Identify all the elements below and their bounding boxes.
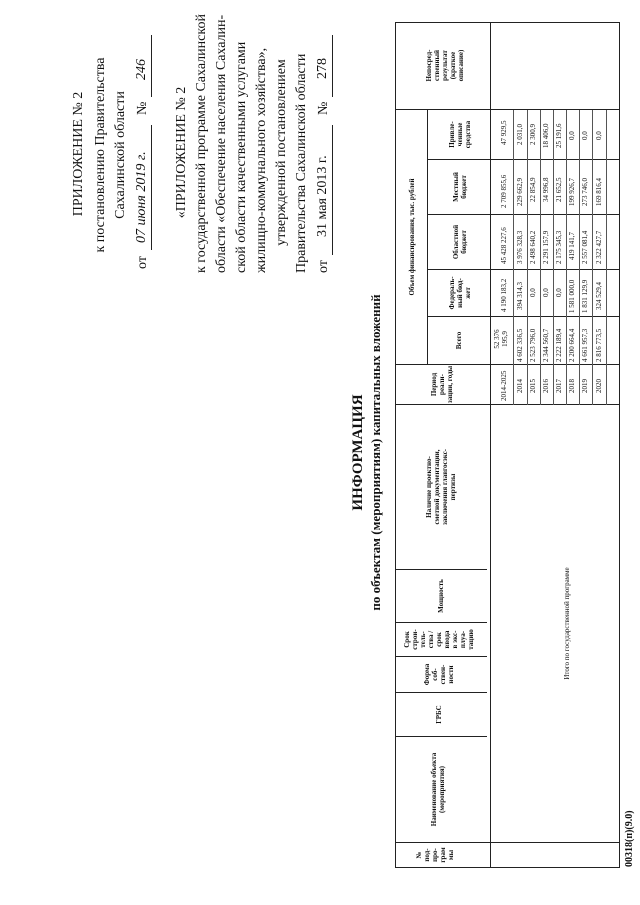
header-federal: Федераль- ный бюд- жет [448, 276, 472, 310]
document-title: ИНФОРМАЦИЯ [350, 394, 366, 511]
row-federal: 0,0 [529, 288, 537, 297]
quote-date-underline [332, 125, 333, 255]
header-project-docs: Наличие проектно- сметной документации, заключения главгосэкс- пертизы [425, 448, 457, 526]
appendix-from-label: от [135, 256, 150, 269]
row-total: 2 523 796,0 [529, 328, 537, 362]
header-local: Местный бюджет [452, 172, 468, 202]
row-period: 2017 [555, 379, 563, 393]
appendix-date: 07 июня 2019 г. [134, 151, 149, 243]
quote-line1: «ПРИЛОЖЕНИЕ № 2 [174, 86, 189, 219]
header-object-name: Наименование объекта (мероприятия) [430, 752, 446, 827]
quote-number: 278 [315, 58, 330, 79]
row-attracted: 2 031,0 [516, 124, 524, 145]
header-period: Период реали- зации, годы [430, 365, 454, 404]
row-total: 4 661 957,3 [581, 328, 589, 362]
row-period: 2014-2025 [500, 370, 508, 401]
row-federal: 1 581 000,0 [568, 279, 576, 313]
header-funding-volume: Объем финансирования, тыс. рублей [408, 178, 416, 296]
quote-line5: жилищно-коммунального хозяйства», [254, 47, 269, 273]
row-federal: 0,0 [555, 288, 563, 297]
row-period: 2018 [568, 379, 576, 393]
header-capacity: Мощность [437, 579, 445, 613]
quote-line6: утвержденной постановлением [274, 59, 289, 246]
row-period: 2019 [581, 379, 589, 393]
quote-date: 31 мая 2013 г. [315, 155, 330, 237]
quote-line7: Правительства Сахалинской области [294, 53, 309, 273]
header-num: № под- про- грам мы [415, 847, 455, 863]
header-separator [490, 22, 491, 868]
header-attracted: Привле- ченные средства [448, 120, 472, 149]
row-attracted: 0,0 [568, 131, 576, 140]
row-federal: 4 190 183,2 [500, 278, 508, 312]
row-regional: 3 976 328,3 [516, 230, 524, 264]
row-period: 2014 [516, 379, 524, 393]
header-ownership-form: Форма соб- ствен- ности [423, 663, 455, 686]
row-regional: 2 291 157,9 [542, 230, 550, 264]
row-attracted: 25 191,6 [555, 123, 563, 148]
row-regional: 45 428 227,6 [500, 227, 508, 264]
quote-from-label: от [316, 260, 331, 273]
row-regional: 2 175 345,3 [555, 230, 563, 264]
row-total: 52 376 195,9 [493, 329, 509, 349]
row-local: 169 816,4 [595, 178, 603, 206]
row-local: 21 652,5 [555, 177, 563, 202]
appendix-number: 246 [134, 59, 149, 80]
appendix-number-underline [151, 35, 152, 97]
quote-line4: ской области качественными услугами [234, 41, 249, 273]
document-code: 00318(п)(9.0) [624, 810, 635, 867]
row-period: 2015 [529, 379, 537, 393]
header-grbs: ГРБС [435, 705, 443, 724]
total-row-label: Итого по государственной программе [563, 567, 571, 680]
row-regional: 2 557 081,4 [581, 230, 589, 264]
row-federal: 1 831 129,9 [581, 279, 589, 313]
quote-no-label: № [316, 101, 331, 115]
row-regional: 2 498 640,2 [529, 230, 537, 264]
header-construction-term: Срок строи- тель- ства / срок ввода в экс- плуа- тацию [403, 629, 475, 650]
row-attracted: 18 406,0 [542, 123, 550, 148]
row-attracted: 0,0 [595, 131, 603, 140]
row-federal: 394 314,3 [516, 282, 524, 310]
row-total: 2 816 773,5 [595, 328, 603, 362]
row-local: 2 709 855,6 [500, 174, 508, 208]
row-federal: 324 529,4 [595, 282, 603, 310]
quote-line2: к государственной программе Сахалинской [194, 14, 209, 273]
row-local: 273 746,0 [581, 178, 589, 206]
row-regional: 419 141,7 [568, 232, 576, 260]
row-local: 22 854,9 [529, 177, 537, 202]
header-regional: Областной бюджет [452, 224, 468, 260]
header-total: Всего [455, 331, 463, 350]
row-period: 2016 [542, 379, 550, 393]
quote-line3: области «Обеспечение населения Сахалин- [214, 14, 229, 273]
appendix-line1: ПРИЛОЖЕНИЕ № 2 [71, 91, 86, 217]
row-total: 4 602 336,5 [516, 328, 524, 362]
row-local: 199 926,7 [568, 178, 576, 206]
row-attracted: 47 929,5 [500, 120, 508, 145]
row-period: 2020 [595, 379, 603, 393]
row-total: 2 344 560,7 [542, 328, 550, 362]
row-federal: 0,0 [542, 288, 550, 297]
row-attracted: 2 300,9 [529, 124, 537, 145]
appendix-no-label: № [135, 101, 150, 115]
document-subtitle: по объектам (мероприятиям) капитальных вложений [368, 294, 383, 611]
row-local: 229 662,9 [516, 178, 524, 206]
appendix-line2: к постановлению Правительства [93, 57, 108, 253]
appendix-line3: Сахалинской области [113, 91, 128, 219]
row-regional: 2 322 427,7 [595, 230, 603, 264]
row-local: 34 996,8 [542, 177, 550, 202]
row-total: 2 222 189,4 [555, 328, 563, 362]
row-total: 2 200 664,4 [568, 328, 576, 362]
header-result: Непосред- ственный результат (краткое описание) [425, 49, 465, 82]
quote-number-underline [332, 35, 333, 97]
row-attracted: 0,0 [581, 131, 589, 140]
appendix-date-underline [151, 125, 152, 250]
